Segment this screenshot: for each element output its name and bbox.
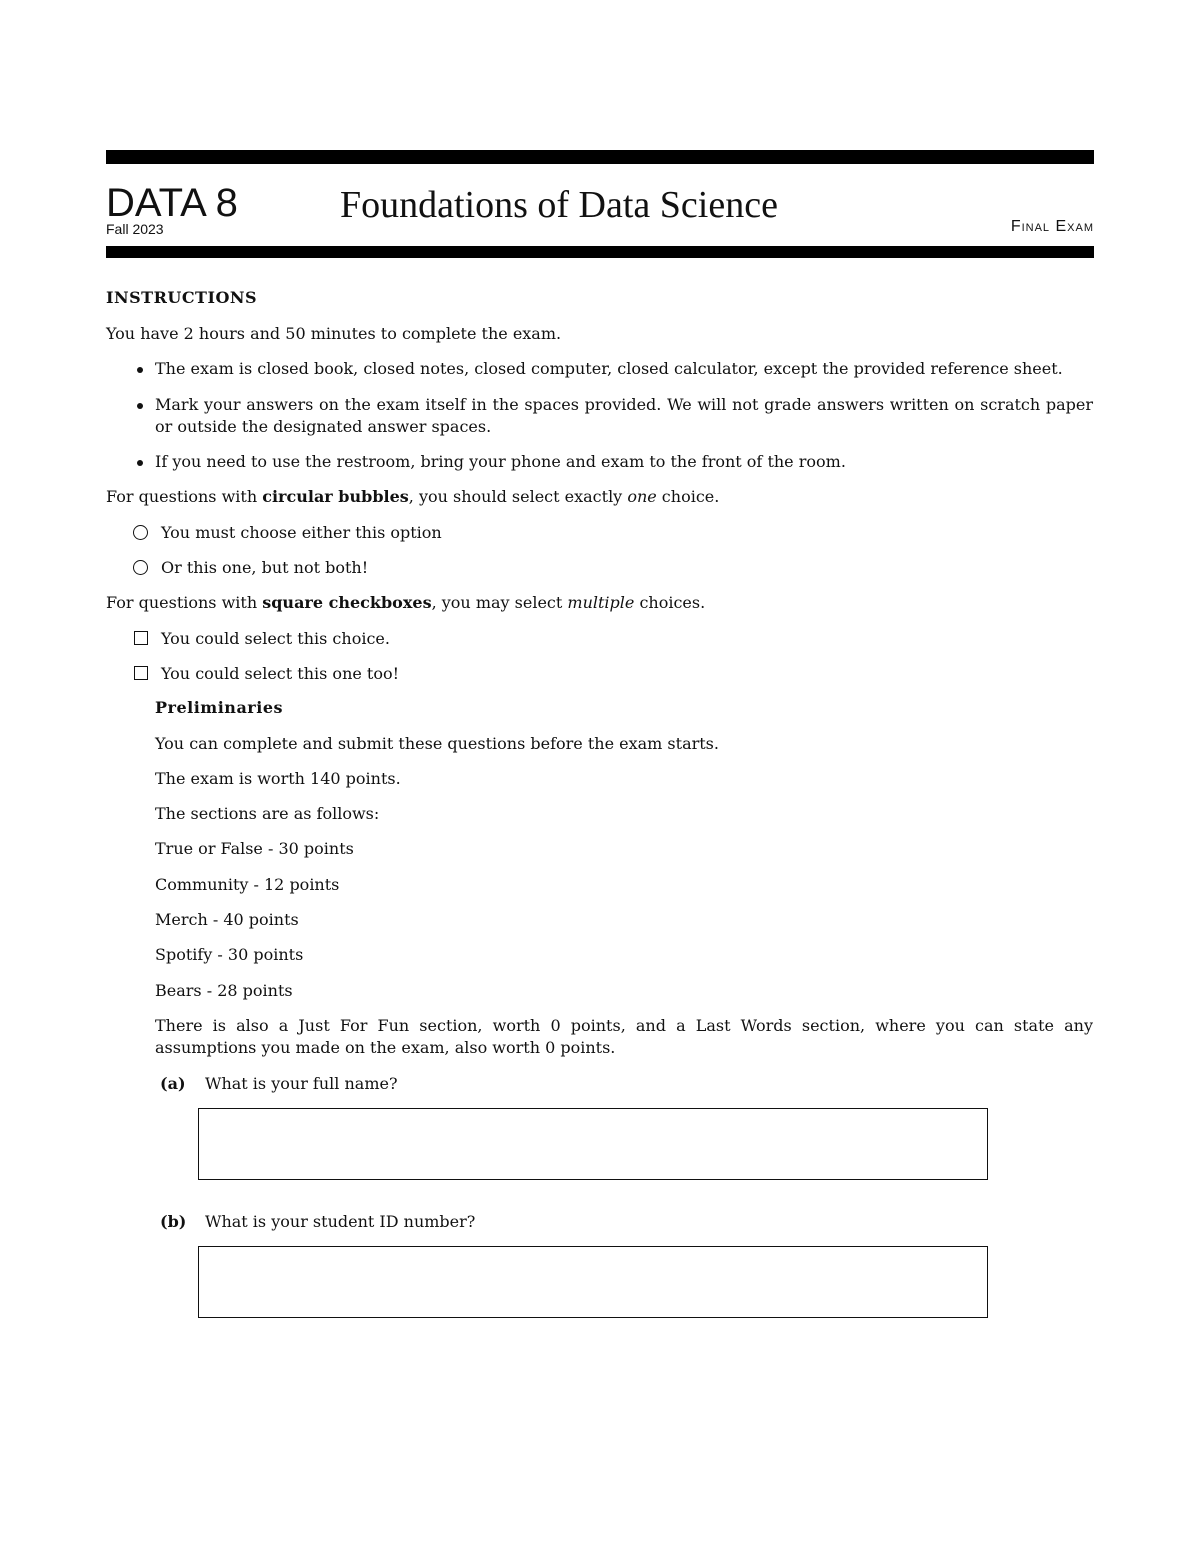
section-item: Bears - 28 points <box>155 981 293 1000</box>
section-item: Spotify - 30 points <box>155 945 304 964</box>
section-item: Merch - 40 points <box>155 910 299 929</box>
instruction-bullet: The exam is closed book, closed notes, closed computer, closed calculator, except the provided reference sheet. <box>155 359 1063 378</box>
duration-text: You have 2 hours and 50 minutes to complete the exam. <box>106 324 562 343</box>
checkbox-option-2[interactable] <box>134 666 148 680</box>
header-bottom-rule <box>106 246 1094 258</box>
course-code: DATA 8 <box>106 181 238 225</box>
checkbox-option-1[interactable] <box>134 631 148 645</box>
radio-option-label: Or this one, but not both! <box>161 558 369 577</box>
question-a-label: (a) <box>160 1074 186 1093</box>
course-title: Foundations of Data Science <box>340 184 778 226</box>
full-name-answer-box[interactable] <box>198 1108 988 1180</box>
sections-intro: The sections are as follows: <box>155 804 380 823</box>
question-a-text: What is your full name? <box>205 1074 398 1093</box>
preliminaries-intro: You can complete and submit these questions before the exam starts. <box>155 734 719 753</box>
radio-bubble-option-2[interactable] <box>133 560 148 575</box>
student-id-answer-box[interactable] <box>198 1246 988 1318</box>
term: Fall 2023 <box>106 221 164 237</box>
checkbox-instructions: For questions with square checkboxes, you may select multiple choices. <box>106 593 706 612</box>
checkbox-option-label: You could select this choice. <box>161 629 390 648</box>
preliminaries-heading: Preliminaries <box>155 698 283 717</box>
checkbox-option-label: You could select this one too! <box>161 664 400 683</box>
instruction-bullet: If you need to use the restroom, bring your phone and exam to the front of the room. <box>155 452 846 471</box>
instruction-bullet: Mark your answers on the exam itself in the spaces provided. We will not grade answers written on scratch paper or outside the designated answer spaces. <box>155 395 1093 436</box>
section-item: True or False - 30 points <box>155 839 354 858</box>
question-b-label: (b) <box>160 1212 187 1231</box>
question-b-text: What is your student ID number? <box>205 1212 476 1231</box>
radio-option-label: You must choose either this option <box>161 523 442 542</box>
bullet-dot-icon <box>137 460 143 466</box>
extra-sections-note: There is also a Just For Fun section, worth 0 points, and a Last Words section, where you can state any assumptions you made on the exam, also worth 0 points. <box>155 1016 1093 1057</box>
header-top-rule <box>106 150 1094 164</box>
instructions-heading: INSTRUCTIONS <box>106 288 258 307</box>
exam-type: Final Exam <box>1010 218 1094 235</box>
section-item: Community - 12 points <box>155 875 340 894</box>
exam-worth: The exam is worth 140 points. <box>155 769 401 788</box>
bullet-dot-icon <box>137 403 143 409</box>
bullet-dot-icon <box>137 367 143 373</box>
radio-bubble-option-1[interactable] <box>133 525 148 540</box>
bubble-instructions: For questions with circular bubbles, you should select exactly one choice. <box>106 487 720 506</box>
